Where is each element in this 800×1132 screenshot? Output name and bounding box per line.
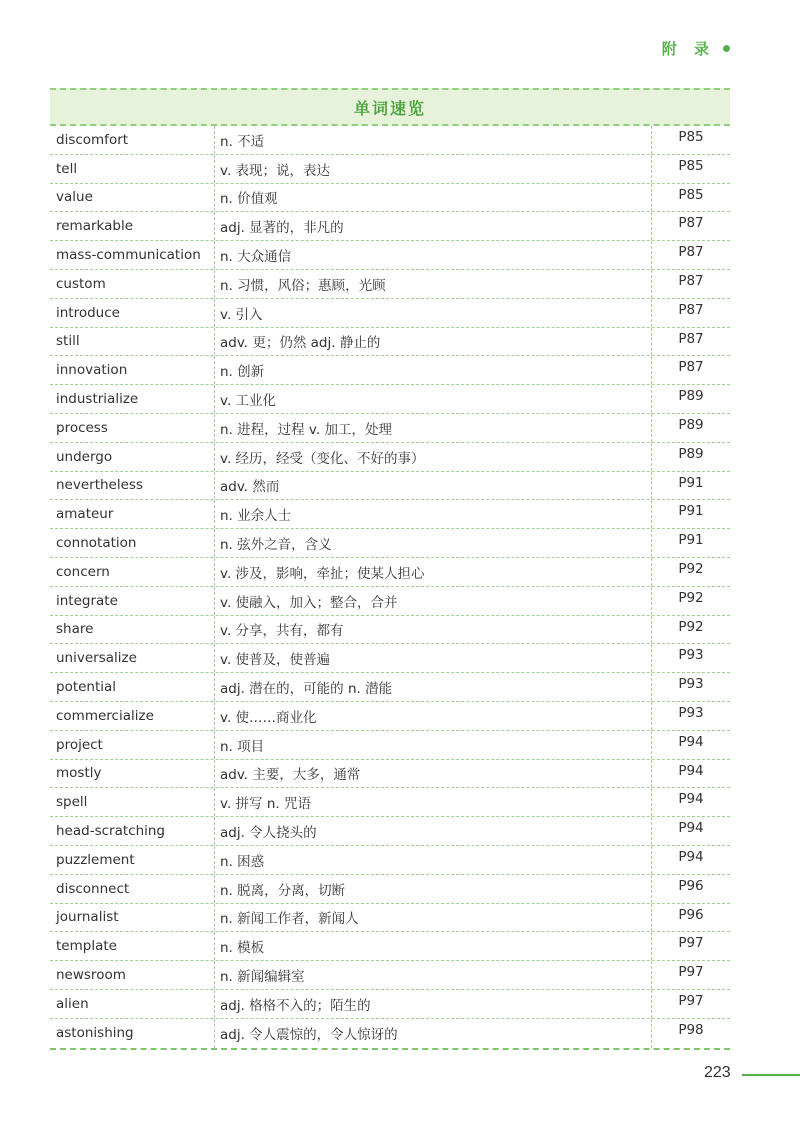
meaning-cell: v. 使……商业化 — [215, 702, 652, 730]
word-cell: innovation — [50, 356, 215, 384]
appendix-header — [662, 38, 730, 59]
word-cell: head-scratching — [50, 817, 215, 845]
page-ref-cell: P91 — [678, 532, 704, 549]
meaning-cell: adv. 然而 — [215, 472, 652, 500]
table-row — [50, 558, 730, 587]
word-cell: integrate — [50, 587, 215, 615]
table-row — [50, 414, 730, 443]
page-ref-cell: P85 — [678, 129, 704, 145]
word-cell: nevertheless — [50, 472, 215, 500]
footer-rule — [742, 1074, 800, 1076]
table-row — [50, 385, 730, 414]
page-ref-cell: P85 — [678, 186, 704, 203]
page-ref-cell: P85 — [678, 157, 704, 174]
page-ref-cell: P94 — [678, 762, 704, 779]
meaning-cell: n. 大众通信 — [215, 241, 652, 269]
word-cell: discomfort — [50, 126, 215, 154]
page-ref-cell: P91 — [678, 474, 704, 491]
word-cell: still — [50, 328, 215, 356]
page-ref-cell: P92 — [678, 589, 704, 606]
page-ref-cell: P91 — [678, 503, 704, 520]
word-cell: introduce — [50, 299, 215, 327]
table-row — [50, 472, 730, 501]
meaning-cell: n. 新闻工作者，新闻人 — [215, 904, 652, 932]
word-cell: mass-communication — [50, 241, 215, 269]
table-row — [50, 817, 730, 846]
table-row — [50, 356, 730, 385]
page-ref-cell: P98 — [678, 1021, 704, 1038]
meaning-cell: v. 涉及，影响，牵扯；使某人担心 — [215, 558, 652, 586]
table-row — [50, 270, 730, 299]
word-cell: newsroom — [50, 961, 215, 989]
table-row — [50, 184, 730, 213]
word-cell: astonishing — [50, 1019, 215, 1048]
meaning-cell: adv. 更；仍然 adj. 静止的 — [215, 328, 652, 356]
page-ref-cell: P94 — [678, 791, 704, 808]
table-title-band — [50, 88, 730, 126]
meaning-cell: n. 模板 — [215, 932, 652, 960]
table-row — [50, 241, 730, 270]
table-title: 单词速览 — [353, 98, 426, 118]
table-row — [50, 990, 730, 1019]
page-ref-cell: P87 — [678, 244, 704, 261]
word-cell: potential — [50, 673, 215, 701]
word-cell: journalist — [50, 904, 215, 932]
meaning-cell: n. 弦外之音，含义 — [215, 529, 652, 557]
page-ref-cell: P93 — [678, 704, 704, 721]
meaning-cell: n. 新闻编辑室 — [215, 961, 652, 989]
table-row — [50, 155, 730, 184]
word-cell: process — [50, 414, 215, 442]
word-cell: universalize — [50, 644, 215, 672]
page-ref-cell: P87 — [678, 272, 704, 289]
meaning-cell: n. 价值观 — [215, 184, 652, 212]
meaning-cell: n. 创新 — [215, 356, 652, 384]
table-row — [50, 616, 730, 645]
table-row — [50, 529, 730, 558]
table-row — [50, 932, 730, 961]
meaning-cell: adv. 主要，大多，通常 — [215, 760, 652, 788]
meaning-cell: v. 表现；说，表达 — [215, 155, 652, 183]
word-cell: alien — [50, 990, 215, 1018]
table-row — [50, 126, 730, 155]
page-ref-cell: P93 — [678, 647, 704, 664]
word-cell: connotation — [50, 529, 215, 557]
meaning-cell: n. 项目 — [215, 731, 652, 759]
meaning-cell: v. 分享，共有，都有 — [215, 616, 652, 644]
page-ref-cell: P92 — [678, 618, 704, 635]
table-row — [50, 328, 730, 357]
word-cell: disconnect — [50, 875, 215, 903]
page-ref-cell: P94 — [678, 733, 704, 750]
meaning-cell: n. 进程，过程 v. 加工，处理 — [215, 414, 652, 442]
table-row — [50, 212, 730, 241]
page-ref-cell: P96 — [678, 906, 704, 923]
page-ref-cell: P93 — [678, 676, 704, 693]
meaning-cell: adj. 格格不入的；陌生的 — [215, 990, 652, 1018]
meaning-cell: adj. 潜在的，可能的 n. 潜能 — [215, 673, 652, 701]
table-rows — [50, 126, 730, 1050]
word-cell: share — [50, 616, 215, 644]
meaning-cell: n. 不适 — [215, 126, 652, 154]
table-row — [50, 760, 730, 789]
word-cell: custom — [50, 270, 215, 298]
page-ref-cell: P96 — [678, 877, 704, 894]
page-ref-cell: P87 — [678, 330, 704, 347]
meaning-cell: v. 经历，经受（变化、不好的事） — [215, 443, 652, 471]
meaning-cell: adj. 令人挠头的 — [215, 817, 652, 845]
vocabulary-table — [50, 88, 730, 1050]
table-row — [50, 299, 730, 328]
table-row — [50, 644, 730, 673]
page-ref-cell: P87 — [678, 215, 704, 232]
word-cell: spell — [50, 788, 215, 816]
table-row — [50, 443, 730, 472]
word-cell: mostly — [50, 760, 215, 788]
appendix-label: 附 录 — [661, 40, 715, 58]
table-row — [50, 1019, 730, 1048]
meaning-cell: v. 引入 — [215, 299, 652, 327]
table-row — [50, 500, 730, 529]
table-row — [50, 702, 730, 731]
word-cell: commercialize — [50, 702, 215, 730]
word-cell: value — [50, 184, 215, 212]
page-ref-cell: P92 — [678, 560, 704, 577]
table-row — [50, 961, 730, 990]
page-ref-cell: P89 — [678, 388, 704, 405]
meaning-cell: n. 业余人士 — [215, 500, 652, 528]
page-ref-cell: P87 — [678, 359, 704, 376]
word-cell: remarkable — [50, 212, 215, 240]
table-row — [50, 587, 730, 616]
page-number: 223 — [704, 1064, 731, 1081]
meaning-cell: v. 工业化 — [215, 385, 652, 413]
meaning-cell: n. 习惯，风俗；惠顾，光顾 — [215, 270, 652, 298]
page-ref-cell: P87 — [678, 301, 704, 318]
word-cell: puzzlement — [50, 846, 215, 874]
table-row — [50, 731, 730, 760]
meaning-cell: v. 使普及，使普遍 — [215, 644, 652, 672]
word-cell: tell — [50, 155, 215, 183]
table-row — [50, 875, 730, 904]
page-ref-cell: P97 — [678, 935, 704, 952]
table-row — [50, 673, 730, 702]
table-row — [50, 846, 730, 875]
meaning-cell: n. 困惑 — [215, 846, 652, 874]
page-ref-cell: P89 — [678, 445, 704, 462]
word-cell: amateur — [50, 500, 215, 528]
page-ref-cell: P94 — [678, 848, 704, 865]
meaning-cell: adj. 令人震惊的，令人惊讶的 — [215, 1019, 652, 1048]
meaning-cell: v. 使融入，加入；整合，合并 — [215, 587, 652, 615]
dot-icon — [723, 45, 730, 52]
meaning-cell: adj. 显著的，非凡的 — [215, 212, 652, 240]
word-cell: concern — [50, 558, 215, 586]
page-ref-cell: P94 — [678, 820, 704, 837]
page-ref-cell: P97 — [678, 964, 704, 981]
word-cell: template — [50, 932, 215, 960]
word-cell: industrialize — [50, 385, 215, 413]
page-ref-cell: P97 — [678, 992, 704, 1009]
meaning-cell: v. 拼写 n. 咒语 — [215, 788, 652, 816]
word-cell: project — [50, 731, 215, 759]
page-ref-cell: P89 — [678, 416, 704, 433]
table-row — [50, 904, 730, 933]
table-row — [50, 788, 730, 817]
meaning-cell: n. 脱离，分离，切断 — [215, 875, 652, 903]
word-cell: undergo — [50, 443, 215, 471]
